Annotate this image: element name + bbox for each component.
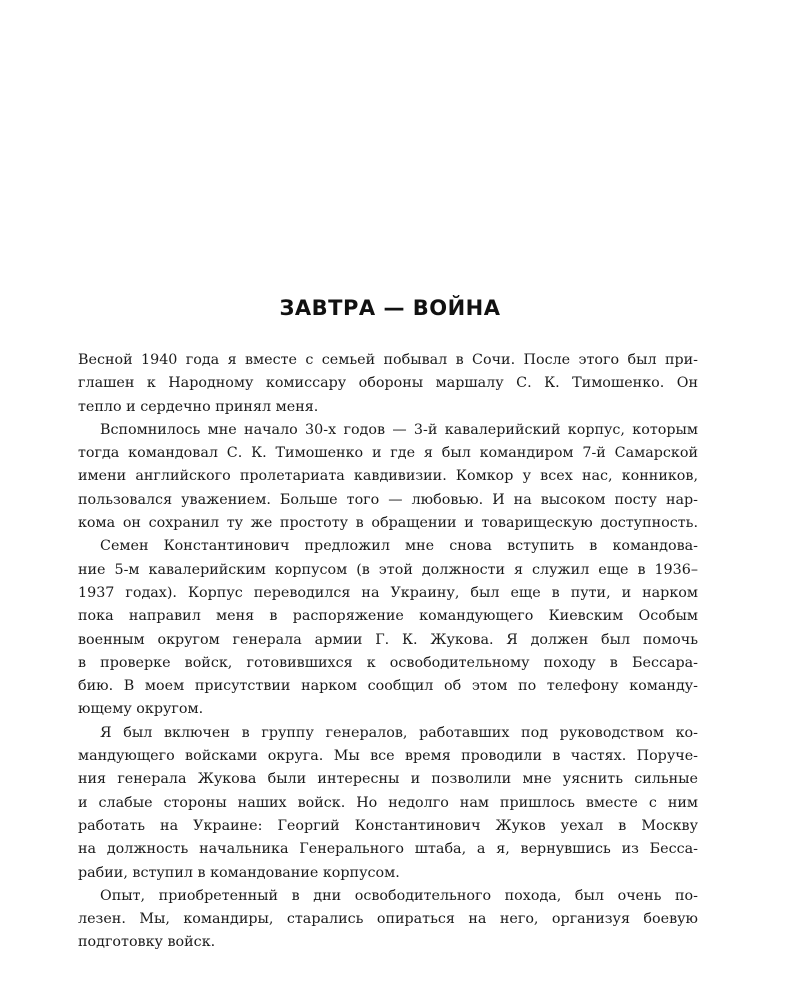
text-line: Вспомнилось мне начало 30-х годов — 3-й кавалерийский корпус, которым	[100, 421, 698, 438]
text-line: в проверке войск, готовившихся к освободительному походу в Бессара-	[78, 654, 698, 671]
text-line: Весной 1940 года я вместе с семьей побывал в Сочи. После этого был при-	[78, 352, 698, 368]
paragraph	[78, 535, 698, 721]
text-line: кома он сохранил ту же простоту в обращении и товарищескую доступность.	[78, 515, 698, 532]
text-line: пользовался уважением. Больше того — любовью. И на высоком посту нар-	[78, 491, 698, 508]
text-line: тепло и сердечно принял меня.	[78, 398, 319, 415]
text-line: на должность начальника Генерального штаба, а я, вернувшись из Бесса-	[78, 841, 698, 858]
text-line: Я был включен в группу генералов, работавших под руководством ко-	[100, 724, 698, 741]
text-line: тогда командовал С. К. Тимошенко и где я был командиром 7-й Самарской	[78, 445, 698, 462]
text-line: глашен к Народному комиссару обороны маршалу С. К. Тимошенко. Он	[78, 375, 698, 392]
text-line: работать на Украине: Георгий Константинович Жуков уехал в Москву	[78, 817, 698, 834]
text-line: рабии, вступил в командование корпусом.	[78, 864, 400, 881]
text-line: ющему округом.	[78, 701, 204, 718]
paragraph	[78, 722, 698, 885]
paragraph	[78, 419, 698, 535]
text-line: 1937 годах). Корпус переводился на Украину, был еще в пути, и нарком	[78, 584, 698, 601]
text-line: военным округом генерала армии Г. К. Жукова. Я должен был помочь	[78, 631, 698, 648]
text-line: ния генерала Жукова были интересны и позволили мне уяснить сильные	[78, 771, 698, 788]
text-line: и слабые стороны наших войск. Но недолго нам пришлось вместе с ним	[78, 794, 698, 811]
text-line: пока направил меня в распоряжение командующего Киевским Особым	[78, 608, 698, 625]
text-line: лезен. Мы, командиры, старались опираться на него, организуя боевую	[78, 911, 698, 928]
text-line: Семен Константинович предложил мне снова вступить в командова-	[100, 538, 698, 555]
chapter-title: ЗАВТРА — ВОЙНА	[279, 296, 501, 320]
body-text	[78, 349, 698, 955]
text-line: мандующего войсками округа. Мы все время проводили в частях. Поруче-	[78, 748, 698, 765]
text-line: Опыт, приобретенный в дни освободительного похода, был очень по-	[100, 887, 698, 904]
text-line: имени английского пролетариата кавдивизии. Комкор у всех нас, конников,	[78, 468, 698, 485]
paragraph	[78, 349, 698, 419]
text-line: ние 5-м кавалерийским корпусом (в этой должности я служил еще в 1936–	[78, 561, 698, 578]
text-line: подготовку войск.	[78, 934, 216, 951]
paragraph	[78, 885, 698, 955]
text-line: бию. В моем присутствии нарком сообщил об этом по телефону команду-	[78, 678, 698, 695]
